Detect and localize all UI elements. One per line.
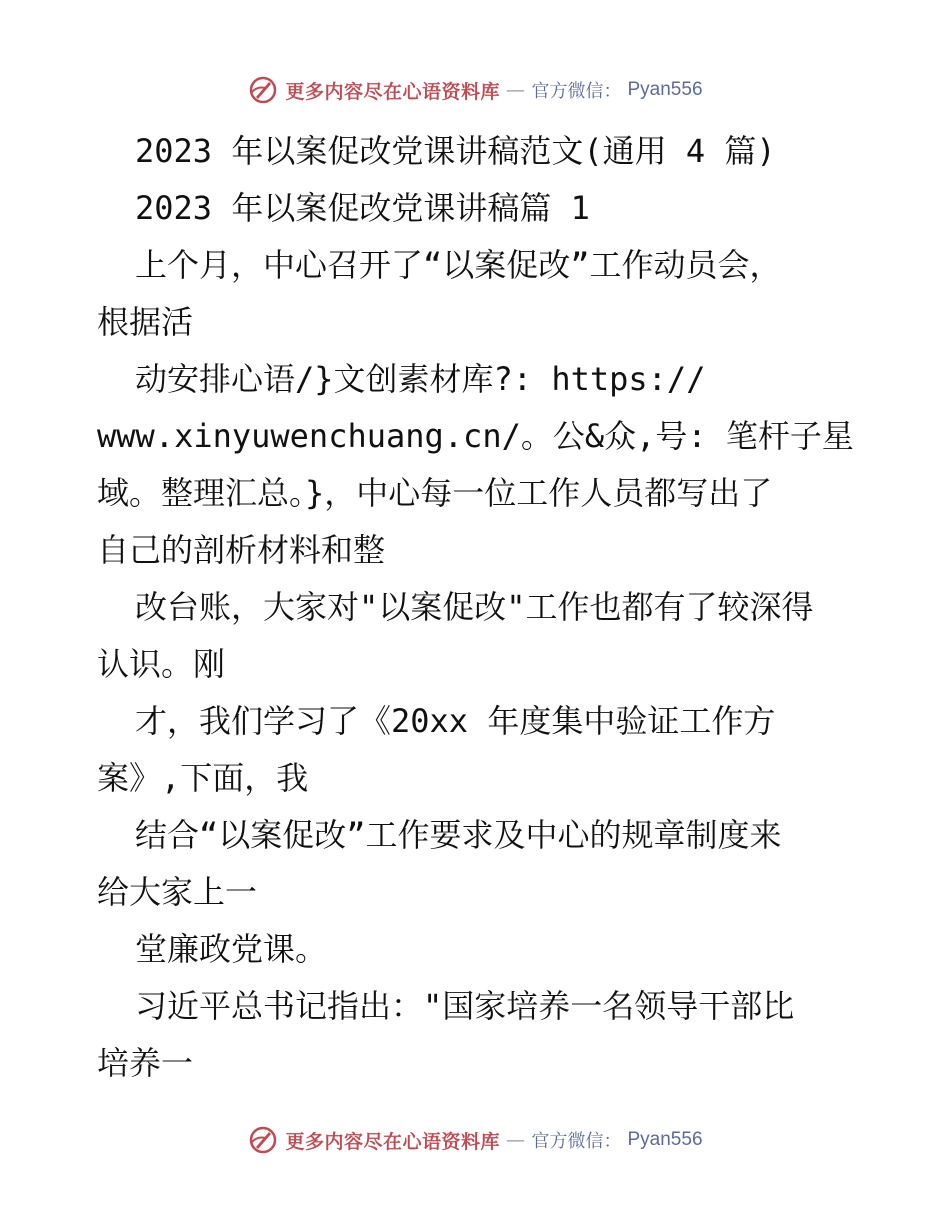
paragraph-line: 域。整理汇总。}，中心每一位工作人员都写出了 — [97, 474, 773, 512]
paragraph-line: 习近平总书记指出："国家培养一名领导干部比 — [135, 987, 795, 1025]
paragraph-line: 自己的剖析材料和整 — [97, 531, 386, 569]
paragraph-line: 结合“以案促改”工作要求及中心的规章制度来 — [135, 816, 782, 854]
paragraph-line: 认识。刚 — [97, 645, 226, 683]
banner-wechat-id: Pyan556 — [627, 79, 703, 100]
header-watermark-banner — [0, 70, 950, 110]
paragraph-line: 堂廉政党课。 — [135, 930, 328, 968]
footer-watermark-banner — [0, 1120, 950, 1160]
banner-main-text: 更多内容尽在心语资料库 — [285, 80, 500, 103]
paragraph-line: 上个月，中心召开了“以案促改”工作动员会， — [135, 246, 782, 284]
document-body — [97, 123, 867, 1092]
paragraph-line: 案》,下面，我 — [97, 759, 309, 797]
banner-wechat-id: Pyan556 — [627, 1129, 703, 1150]
quill-circle-logo-icon — [247, 74, 279, 106]
paragraph-line: 改台账，大家对"以案促改"工作也都有了较深得 — [135, 588, 814, 626]
banner-main-text: 更多内容尽在心语资料库 — [285, 1130, 500, 1153]
paragraph-line: www.xinyuwenchuang.cn/。公&众,号: 笔杆子星 — [97, 417, 854, 455]
banner-dash: — — [506, 79, 526, 101]
paragraph-line: 给大家上一 — [97, 873, 258, 911]
paragraph-line: 动安排心语/}文创素材库?: https:// — [135, 360, 706, 398]
paragraph-line: 培养一 — [97, 1044, 194, 1082]
banner-dash: — — [506, 1129, 526, 1151]
banner-wechat-label: 官方微信： — [531, 81, 622, 102]
paragraph-line: 根据活 — [97, 303, 194, 341]
quill-circle-logo-icon — [247, 1124, 279, 1156]
paragraph-line: 2023 年以案促改党课讲稿篇 1 — [135, 189, 590, 227]
banner-wechat-label: 官方微信： — [531, 1131, 622, 1152]
paragraph-line: 才，我们学习了《20xx 年度集中验证工作方 — [135, 702, 776, 740]
paragraph-line: 2023 年以案促改党课讲稿范文(通用 4 篇) — [135, 132, 776, 170]
